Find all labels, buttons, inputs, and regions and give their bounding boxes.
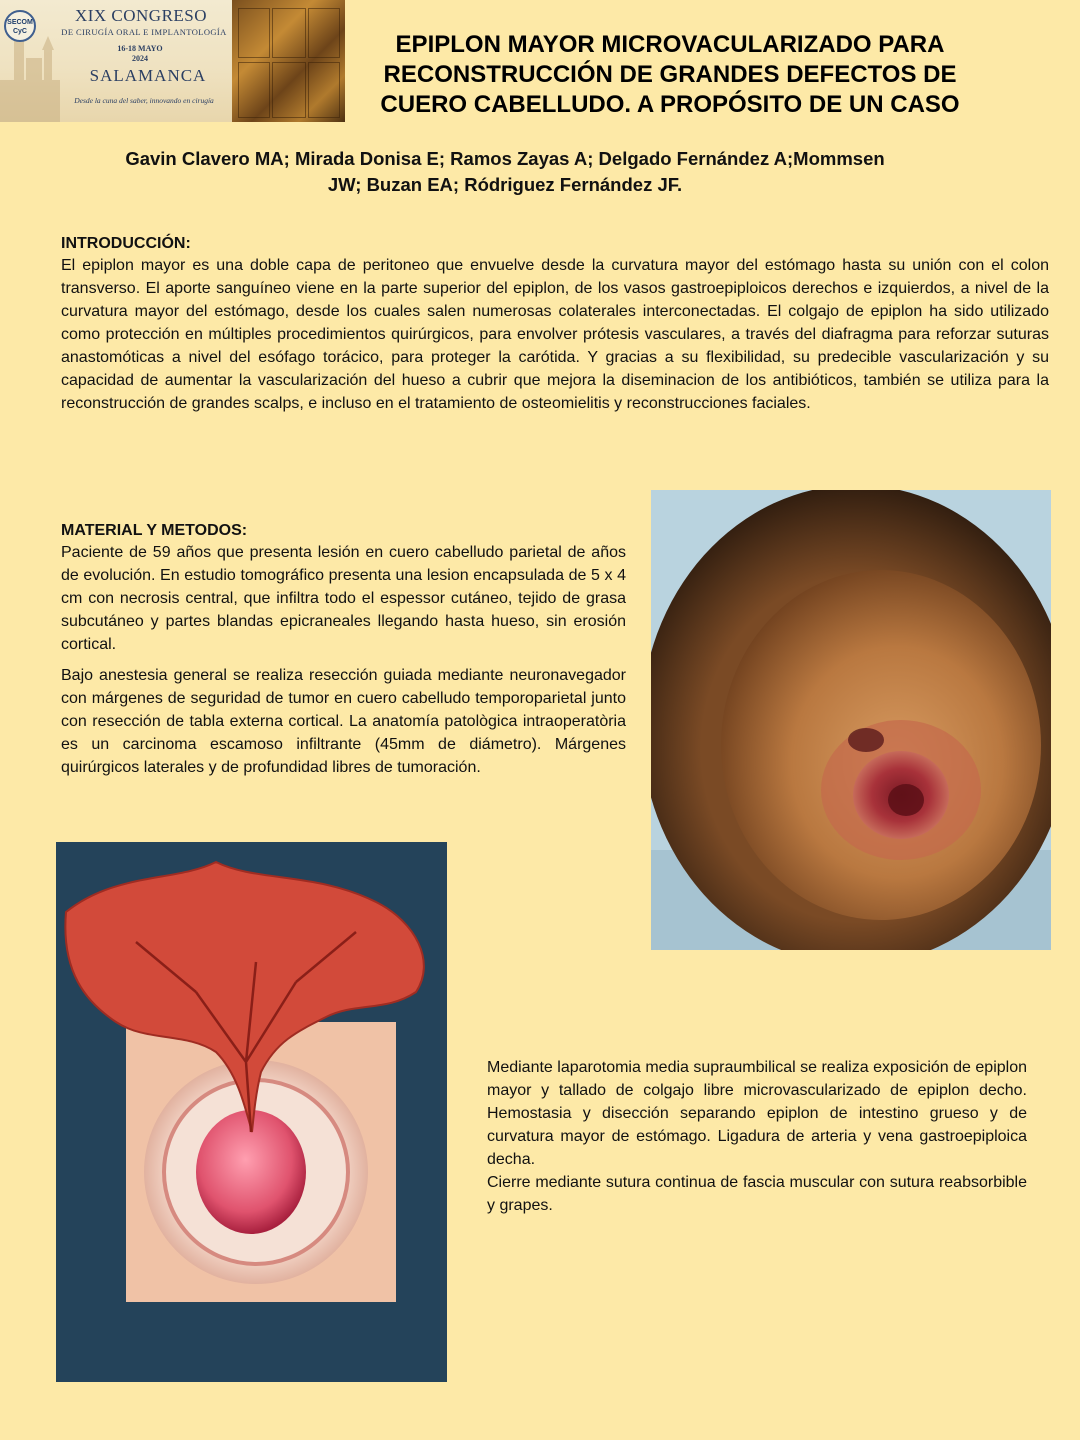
scalp-lesion-illustration	[651, 490, 1051, 950]
introduction-text: El epiplon mayor es una doble capa de peritoneo que envuelve desde la curvatura mayor del estómago hasta su unión con el colon transverso. El aporte sanguíneo viene en la parte superior del epiplon, de los vasos gastroepiploicos derechos e izquierdos, a nivel de la curvatura mayor del estómago, desde los cuales salen numerosas colaterales interconectadas. El colgajo de epiplon ha sido utilizado como protección en múltiples procedimientos quirúrgicos, para envolver prótesis vasculares, a través del diafragma para reforzar suturas anastomóticas a nivel del esófago torácico, para proteger la carótida. Y gracias a su flexibilidad, su predecible vascularización y su capacidad de aumentar la vascularización del hueso a cubrir que mejora la diseminacion de los antibióticos, también se utiliza para la reconstrucción de grandes scalps, e incluso en el tratamiento de osteomielitis y reconstrucciones faciales.	[61, 257, 1049, 412]
seal-text: SECOM CyC	[7, 19, 33, 35]
author-list	[50, 146, 960, 198]
congress-banner	[0, 0, 345, 122]
title-line-1: EPIPLON MAYOR MICROVACULARIZADO PARA	[395, 31, 945, 58]
congress-city: SALAMANCA	[89, 66, 207, 85]
introduction-heading: INTRODUCCIÓN:	[61, 235, 191, 252]
laparotomy-paragraph-1: Mediante laparotomia media supraumbilical se realiza exposición de epiplon mayor y tallado de colgajo libre microvascularizado de epiplon decho. Hemostasia y disección separando epiplon de intestino grueso y de curvatura mayor de estómago. Ligadura de arteria y vena gastroepiploica decha.	[487, 1059, 1027, 1168]
congress-year: 2024	[132, 54, 148, 63]
secom-seal-logo	[4, 10, 36, 42]
poster-title	[350, 30, 990, 120]
authors-line-2: JW; Buzan EA; Ródriguez Fernández JF.	[327, 174, 683, 195]
congress-date-range: 16-18 MAYO	[117, 44, 163, 53]
altarpiece-image	[232, 0, 345, 122]
material-paragraph-1: Paciente de 59 años que presenta lesión en cuero cabelludo parietal de años de evolución. En estudio tomográfico presenta una lesion encapsulada de 5 x 4 cm con necrosis central, que infiltra todo el espessor cutáneo, tejido de grasa subcutáneo y partes blandas epicraneales llegando hasta hueso, sin erosión cortical.	[61, 544, 626, 653]
title-line-2: RECONSTRUCCIÓN DE GRANDES DEFECTOS DE	[383, 61, 957, 88]
congress-dates	[100, 44, 180, 64]
material-heading: MATERIAL Y METODOS:	[61, 522, 248, 539]
banner-logo-panel	[0, 0, 232, 122]
scalp-lesion-photo	[651, 490, 1051, 950]
congress-subtitle: DE CIRUGÍA ORAL E IMPLANTOLOGÍA	[61, 27, 227, 37]
laparotomy-paragraph-2: Cierre mediante sutura continua de fascia muscular con sutura reabsorbible y grapes.	[487, 1174, 1027, 1214]
material-methods-section	[61, 520, 626, 779]
authors-line-1: Gavin Clavero MA; Mirada Donisa E; Ramos Zayas A; Delgado Fernández A;Mommsen	[125, 148, 885, 169]
material-paragraph-2: Bajo anestesia general se realiza resección guiada mediante neuronavegador con márgenes de seguridad de tumor en cuero cabelludo temporoparietal junto con resección de tabla externa cortical. La anatomía patològica intraoperatòria es un carcinoma escamoso infiltrante (45mm de diámetro). Márgenes quirúrgicos laterales y de profundidad libres de tumoración.	[61, 667, 626, 776]
omentum-flap-photo	[56, 842, 447, 1382]
introduction-section	[61, 233, 1049, 415]
congress-name: XIX CONGRESO	[74, 6, 208, 25]
title-line-3: CUERO CABELLUDO. A PROPÓSITO DE UN CASO	[380, 91, 960, 118]
congress-motto: Desde la cuna del saber, innovando en cirugía	[74, 96, 214, 105]
omentum-illustration	[56, 842, 447, 1382]
laparotomy-section	[487, 1056, 1027, 1217]
